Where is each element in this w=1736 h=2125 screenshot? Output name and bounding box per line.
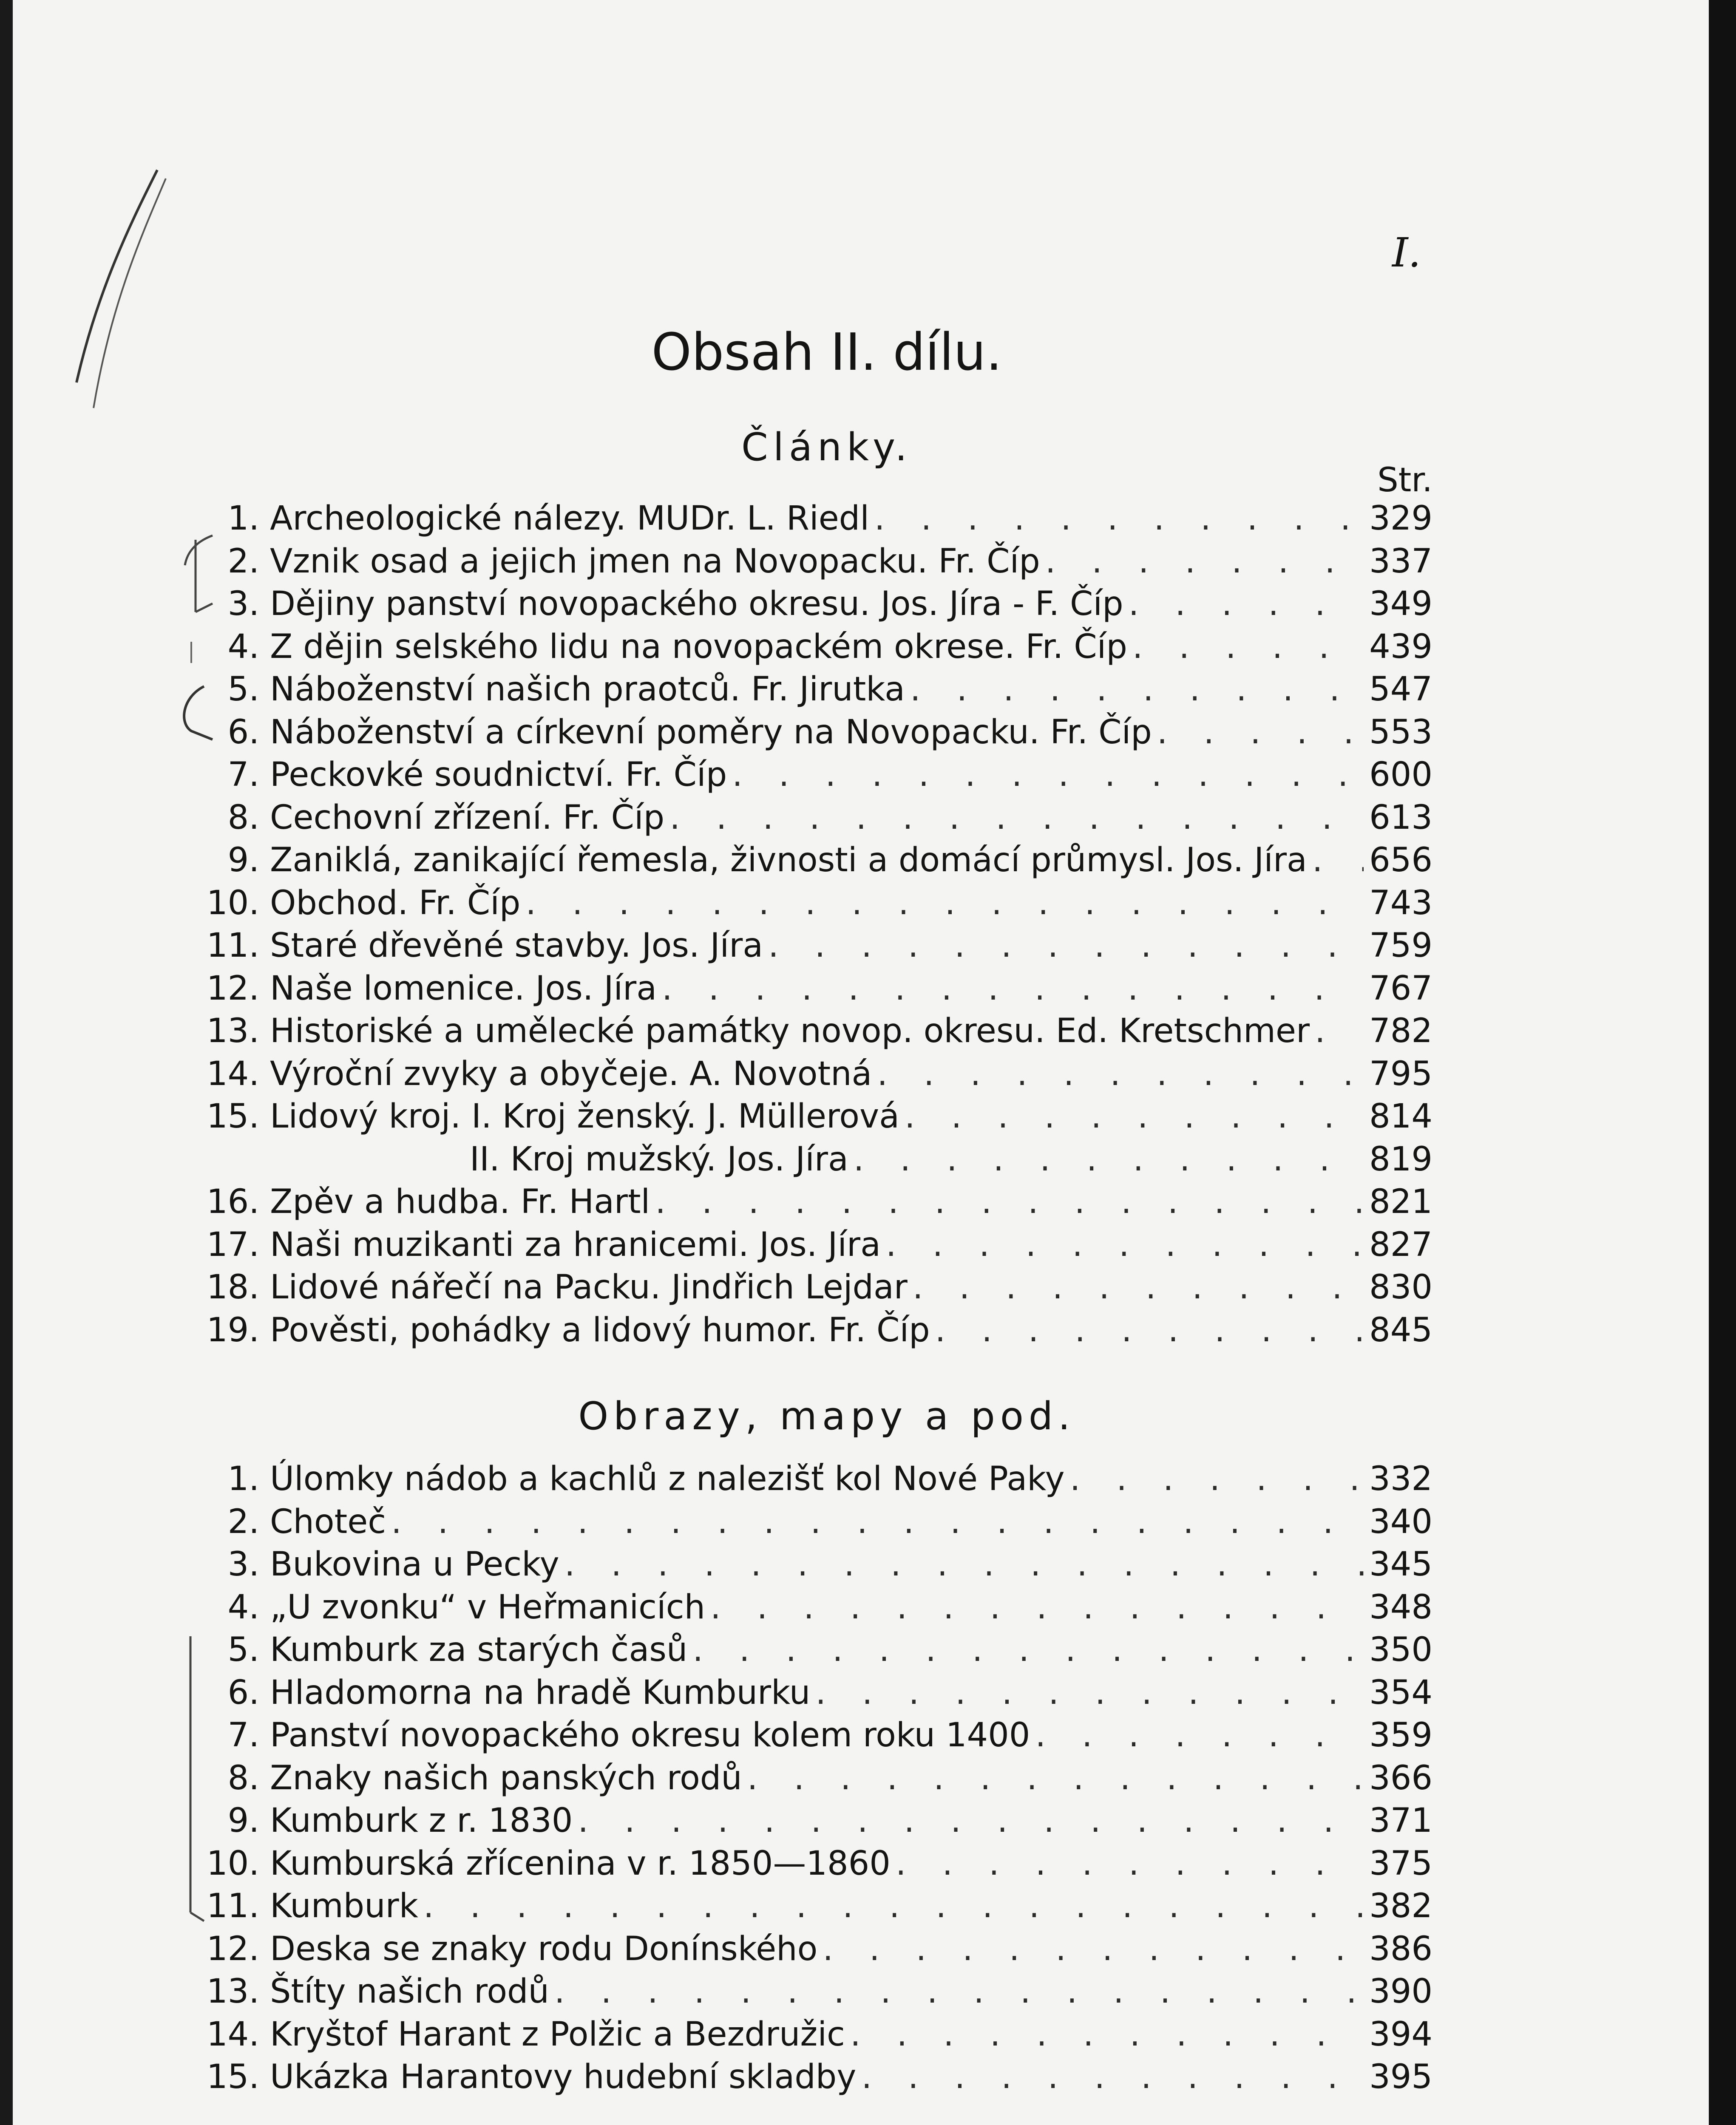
dot-leader (1045, 542, 1364, 581)
dot-leader (1157, 713, 1364, 751)
dot-leader (886, 1226, 1364, 1264)
list-item (193, 1716, 1432, 1759)
dot-leader (854, 1140, 1364, 1179)
item-page: 349 (1369, 585, 1432, 623)
item-page: 795 (1369, 1054, 1432, 1093)
item-number: 17. (206, 1225, 259, 1264)
list-item (193, 926, 1432, 969)
item-number: 13. (206, 1012, 259, 1050)
dot-leader (662, 969, 1364, 1008)
item-page: 394 (1369, 2015, 1432, 2054)
item-title: Naši muzikanti za hranicemi. Jos. Jíra (270, 1225, 881, 1264)
dot-leader (1132, 628, 1364, 666)
item-page: 340 (1369, 1502, 1432, 1541)
dot-leader (896, 1844, 1364, 1883)
item-title: II. Kroj mužský. Jos. Jíra (470, 1140, 848, 1179)
list-item (193, 1311, 1432, 1354)
dot-leader (669, 799, 1364, 837)
item-number: 14. (206, 1054, 259, 1093)
dot-leader (768, 926, 1364, 965)
item-page: 600 (1369, 756, 1432, 794)
item-page: 830 (1369, 1268, 1432, 1306)
page-title: Obsah II. dílu. (651, 323, 1002, 382)
item-page: 767 (1369, 969, 1432, 1008)
list-item (193, 1097, 1432, 1140)
dot-leader (861, 2058, 1364, 2096)
list-item (193, 1972, 1432, 2015)
item-page: 345 (1369, 1545, 1432, 1584)
item-page: 354 (1369, 1673, 1432, 1712)
dot-leader (423, 1887, 1364, 1925)
page-number: I. (1392, 230, 1421, 276)
item-title: Panství novopackého okresu kolem roku 1400 (270, 1716, 1030, 1754)
item-number: 8. (227, 798, 259, 837)
item-number: 1. (227, 499, 259, 538)
item-title: Výroční zvyky a obyčeje. A. Novotná (270, 1054, 872, 1093)
item-title: Cechovní zřízení. Fr. Číp (270, 798, 665, 837)
dot-leader (578, 1802, 1364, 1840)
dot-leader (1070, 1460, 1364, 1498)
dot-leader (850, 2015, 1364, 2054)
item-number: 15. (206, 2058, 259, 2096)
item-title: Vznik osad a jejich jmen na Novopacku. Fr. Číp (270, 542, 1040, 581)
item-title: Náboženství a církevní poměry na Novopacku. Fr. Číp (270, 713, 1152, 751)
item-title: Štíty našich rodů (270, 1972, 549, 2011)
item-title: Naše lomenice. Jos. Jíra (270, 969, 657, 1008)
list-item (193, 1545, 1432, 1588)
list-item (193, 628, 1432, 671)
dot-leader (525, 884, 1364, 922)
item-page: 386 (1369, 1930, 1432, 1968)
item-page: 332 (1369, 1460, 1432, 1498)
item-page: 366 (1369, 1759, 1432, 1797)
list-item (193, 1588, 1432, 1631)
item-page: 613 (1369, 798, 1432, 837)
dot-leader (564, 1545, 1364, 1584)
list-item (193, 1759, 1432, 1802)
item-title: Úlomky nádob a kachlů z nalezišť kol Nové Paky (270, 1460, 1065, 1498)
dot-leader (910, 670, 1364, 708)
item-page: 759 (1369, 926, 1432, 965)
item-number: 9. (227, 1802, 259, 1840)
item-page: 348 (1369, 1588, 1432, 1626)
item-number: 10. (206, 1844, 259, 1883)
list-item (193, 1930, 1432, 1973)
item-page: 821 (1369, 1183, 1432, 1221)
item-title: Kumburk (270, 1887, 418, 1925)
dot-leader (815, 1674, 1364, 1712)
list-item (193, 2015, 1432, 2058)
item-page: 371 (1369, 1802, 1432, 1840)
item-title: Kumburk z r. 1830 (270, 1802, 573, 1840)
item-title: Deska se znaky rodu Donínského (270, 1930, 818, 1968)
list-item (193, 1460, 1432, 1503)
item-page: 782 (1369, 1012, 1432, 1050)
item-number: 15. (206, 1097, 259, 1136)
dot-leader (732, 756, 1364, 794)
list-item (193, 713, 1432, 756)
dot-leader (905, 1097, 1364, 1136)
item-number: 12. (206, 1930, 259, 1968)
item-page: 819 (1369, 1140, 1432, 1179)
articles-heading: Články. (741, 425, 912, 470)
item-title: Lidový kroj. I. Kroj ženský. J. Müllerová (270, 1097, 899, 1136)
item-number: 2. (227, 1502, 259, 1541)
item-number: 14. (206, 2015, 259, 2054)
book-binding-edge (0, 0, 13, 2125)
list-item (193, 1268, 1432, 1311)
item-title: Kryštof Harant z Polžic a Bezdružic (270, 2015, 845, 2054)
item-page: 390 (1369, 1972, 1432, 2011)
item-number: 7. (227, 756, 259, 794)
item-title: Archeologické nálezy. MUDr. L. Riedl (270, 499, 869, 538)
item-number: 4. (227, 627, 259, 666)
item-number: 12. (206, 969, 259, 1008)
item-page: 656 (1369, 841, 1432, 879)
list-item (193, 799, 1432, 842)
item-number: 11. (206, 926, 259, 965)
item-title: Peckovké soudnictví. Fr. Číp (270, 756, 727, 794)
item-title: Zpěv a hudba. Fr. Hartl (270, 1183, 650, 1221)
list-item (193, 1226, 1432, 1269)
item-page: 743 (1369, 884, 1432, 922)
item-number: 7. (227, 1716, 259, 1754)
list-item (193, 542, 1432, 585)
dot-leader (935, 1311, 1364, 1349)
item-page: 814 (1369, 1097, 1432, 1136)
item-number: 5. (227, 670, 259, 708)
item-title: Ukázka Harantovy hudební skladby (270, 2058, 857, 2096)
item-title: Historiské a umělecké památky novop. okresu. Ed. Kretschmer (270, 1012, 1310, 1050)
list-item (193, 1183, 1432, 1226)
articles-list (193, 499, 1432, 1354)
item-page: 382 (1369, 1887, 1432, 1925)
list-item (193, 1802, 1432, 1844)
list-item (193, 499, 1432, 542)
dot-leader (1129, 585, 1364, 623)
list-item (193, 1503, 1432, 1546)
item-number: 13. (206, 1972, 259, 2011)
item-number: 19. (206, 1311, 259, 1349)
item-title: Pověsti, pohádky a lidový humor. Fr. Číp (270, 1311, 930, 1349)
item-page: 395 (1369, 2058, 1432, 2096)
dot-leader (913, 1268, 1364, 1306)
item-page: 553 (1369, 713, 1432, 751)
item-title: Znaky našich panských rodů (270, 1759, 742, 1797)
images-list (193, 1460, 1432, 2101)
document-page (13, 0, 1709, 2125)
list-item (193, 1631, 1432, 1674)
item-page: 329 (1369, 499, 1432, 538)
item-number: 5. (227, 1631, 259, 1669)
item-page: 359 (1369, 1716, 1432, 1754)
item-number: 6. (227, 713, 259, 751)
item-title: Dějiny panství novopackého okresu. Jos. Jíra - F. Číp (270, 585, 1123, 623)
dot-leader (823, 1930, 1364, 1968)
list-item (193, 884, 1432, 927)
item-number: 3. (227, 1545, 259, 1584)
dot-leader (1312, 841, 1364, 879)
item-number: 11. (206, 1887, 259, 1925)
images-heading: Obrazy, mapy a pod. (578, 1394, 1075, 1439)
item-number: 10. (206, 884, 259, 922)
list-item (193, 1844, 1432, 1887)
list-item (193, 1887, 1432, 1930)
item-title: Bukovina u Pecky (270, 1545, 559, 1584)
item-title: Lidové nářečí na Packu. Jindřich Lejdar (270, 1268, 908, 1306)
item-page: 439 (1369, 627, 1432, 666)
page-column-label: Str. (1377, 461, 1432, 499)
list-item (193, 969, 1432, 1012)
item-title: Obchod. Fr. Číp (270, 884, 521, 922)
item-number: 3. (227, 585, 259, 623)
item-number: 2. (227, 542, 259, 581)
dot-leader (710, 1588, 1364, 1626)
item-number: 9. (227, 841, 259, 879)
dot-leader (391, 1503, 1364, 1541)
dot-leader (1035, 1716, 1364, 1754)
dot-leader (747, 1759, 1364, 1797)
list-item (193, 1012, 1432, 1055)
item-page: 827 (1369, 1225, 1432, 1264)
item-title: Zaniklá, zanikající řemesla, živnosti a domácí průmysl. Jos. Jíra (270, 841, 1307, 879)
item-title: Kumburk za starých časů (270, 1631, 688, 1669)
item-number: 4. (227, 1588, 259, 1626)
dot-leader (1315, 1012, 1364, 1050)
item-title: Z dějin selského lidu na novopackém okrese. Fr. Číp (270, 627, 1127, 666)
item-title: Hladomorna na hradě Kumburku (270, 1673, 811, 1712)
list-item (193, 756, 1432, 799)
item-title: Choteč (270, 1502, 386, 1541)
list-item (193, 1055, 1432, 1098)
item-title: „U zvonku“ v Heřmanicích (270, 1588, 706, 1626)
dot-leader (874, 499, 1364, 538)
dot-leader (692, 1631, 1364, 1669)
item-page: 845 (1369, 1311, 1432, 1349)
item-title: Staré dřevěné stavby. Jos. Jíra (270, 926, 763, 965)
item-page: 547 (1369, 670, 1432, 708)
item-number: 1. (227, 1460, 259, 1498)
item-title: Náboženství našich praotců. Fr. Jirutka (270, 670, 905, 708)
item-number: 8. (227, 1759, 259, 1797)
list-item (193, 670, 1432, 713)
list-item (193, 1674, 1432, 1717)
item-number: 18. (206, 1268, 259, 1306)
list-item (193, 2058, 1432, 2101)
dot-leader (554, 1972, 1364, 2011)
item-page: 375 (1369, 1844, 1432, 1883)
item-page: 350 (1369, 1631, 1432, 1669)
list-item (193, 1140, 1432, 1183)
list-item (193, 585, 1432, 628)
item-title: Kumburská zřícenina v r. 1850—1860 (270, 1844, 891, 1883)
list-item (193, 841, 1432, 884)
item-number: 16. (206, 1183, 259, 1221)
item-number: 6. (227, 1673, 259, 1712)
item-page: 337 (1369, 542, 1432, 581)
dot-leader (655, 1183, 1364, 1221)
dot-leader (877, 1055, 1364, 1093)
